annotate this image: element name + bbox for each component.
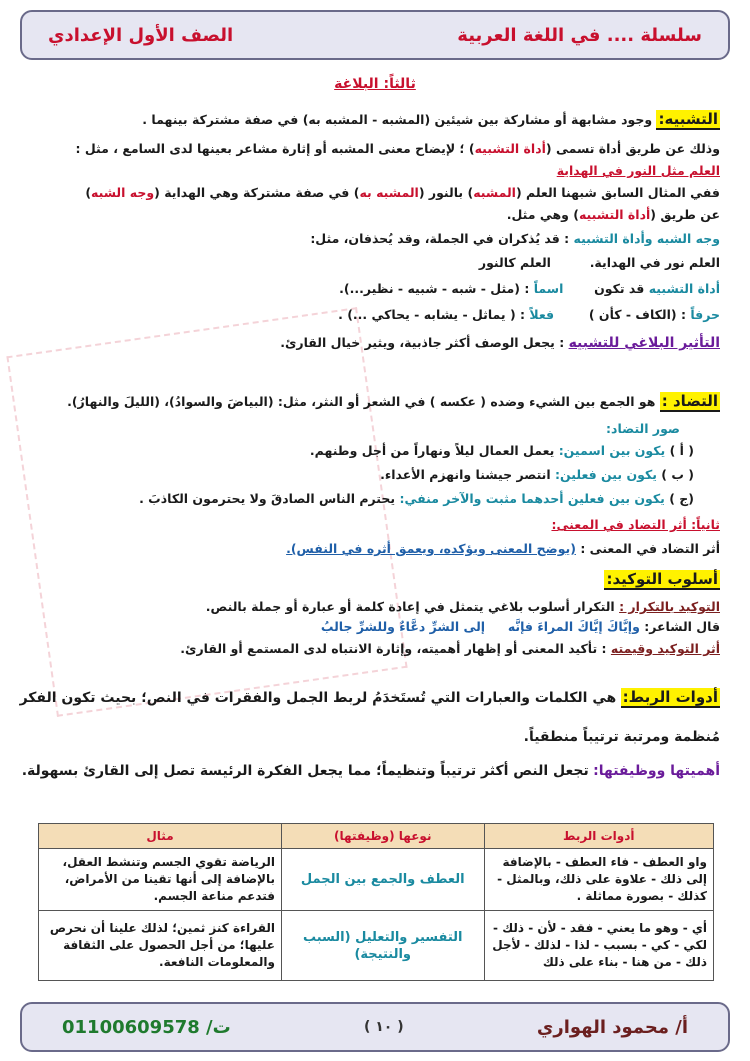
grade-label: الصف الأول الإعدادي bbox=[48, 24, 234, 46]
rabt-heading: أدوات الربط: bbox=[622, 688, 718, 706]
rabt-definition-2: مُنظمة ومرتبة ترتيباً منطقياً. bbox=[523, 729, 720, 745]
explain2-a: عن طريق ( bbox=[650, 207, 720, 222]
table-cell-tools: واو العطف - فاء العطف - بالإضافة إلى ذلك - علاوة على ذلك، وبالمثل - كذلك - بصورة مماثلة . bbox=[484, 849, 714, 911]
tashbeeh-effect-line bbox=[20, 334, 720, 352]
tawkeed-repeat-line bbox=[20, 598, 720, 616]
table-cell-example: الرياضة تقوي الجسم وتنشط العقل، بالإضافة إلى أنها تقينا من الأمراض، فتدعم مناعة الجسم. bbox=[39, 849, 282, 911]
rabt-importance-line bbox=[20, 762, 720, 780]
tawkeed-value-line bbox=[20, 640, 720, 658]
tadad-item-1 bbox=[20, 442, 694, 460]
tadad-item-1-marker: ( أ ) bbox=[669, 443, 694, 458]
tashbeeh-heading: التشبيه: bbox=[658, 110, 718, 128]
tawkeed-heading: أسلوب التوكيد: bbox=[606, 570, 718, 588]
tashbeeh-letter-verb-line bbox=[20, 306, 720, 324]
tadad-item-3-marker: (ج ) bbox=[669, 491, 694, 506]
tadad-definition: هو الجمع بين الشيء وضده ( عكسه ) في الشعر أو النثر، مثل: (البياضَ والسوادُ)، (الليلَ والنهارُ). bbox=[67, 394, 656, 409]
omit-text: : قد يُذكران في الجملة، وقد يُحذفان، مثل: bbox=[310, 231, 570, 246]
rabt-definition-line bbox=[20, 688, 720, 707]
tool-label: أداة التشبيه bbox=[648, 281, 720, 296]
omit-label: وجه الشبه وأداة التشبيه bbox=[573, 231, 720, 246]
tawkeed-poet-line bbox=[20, 618, 720, 636]
page-number: ( ١٠ ) bbox=[363, 1019, 404, 1035]
rabt-importance-text: تجعل النص أكثر ترتيباً وتنظيماً؛ مما يجعل الفكرة الرئيسة تصل إلى القارئ بسهولة. bbox=[21, 763, 589, 779]
tashbeeh-definition-line bbox=[20, 110, 720, 129]
section-title: ثالثاً: البلاغة bbox=[334, 76, 416, 92]
table-header-type: نوعها (وظيفتها) bbox=[282, 824, 485, 849]
tadad-item-2 bbox=[20, 466, 694, 484]
table-cell-example: القراءة كنز ثمين؛ لذلك علينا أن نحرص عليها؛ من أجل الحصول على الثقافة والمعلومات النافعة. bbox=[39, 911, 282, 981]
tashbeeh-line2-tool: أداة التشبيه bbox=[474, 141, 546, 156]
table-cell-type: العطف والجمع بين الجمل bbox=[282, 849, 485, 911]
tashbeeh-definition: وجود مشابهة أو مشاركة بين شيئين (المشبه - المشبه به) في صفة مشتركة بينهما . bbox=[142, 112, 653, 127]
page-footer bbox=[20, 1002, 730, 1052]
tawkeed-repeat-text: التكرار أسلوب بلاغي يتمثل في إعادة كلمة أو عبارة أو جملة بالنص. bbox=[205, 599, 615, 614]
tashbeeh-line2-a: وذلك عن طريق أداة تسمى ( bbox=[545, 141, 720, 156]
tashbeeh-example-title: العلم مثل النور في الهداية bbox=[556, 163, 720, 178]
tadad-item-3 bbox=[20, 490, 694, 508]
explain-mushabbah: المشبه bbox=[473, 185, 516, 200]
omit-example-1: العلم نور في الهداية. bbox=[589, 255, 720, 270]
table-row bbox=[39, 911, 714, 981]
noun-label: اسماً bbox=[533, 281, 564, 296]
rabt-importance-label: أهميتها ووظيفتها: bbox=[593, 763, 720, 779]
tadad-item-3-text: يحترم الناس الصادقَ ولا يحترمون الكاذبَ . bbox=[139, 491, 396, 506]
tadad-definition-line bbox=[20, 392, 720, 411]
explain-c: ) في صفة مشتركة وهي الهداية ( bbox=[154, 185, 360, 200]
series-title: سلسلة .... في اللغة العربية bbox=[457, 24, 702, 46]
explain-wajh: وجه الشبه bbox=[91, 185, 155, 200]
table-header-row bbox=[39, 824, 714, 849]
tadad-effect-line bbox=[20, 540, 720, 558]
tawkeed-poet-line1: وإيَّاكَ إيَّاكَ المراءَ فإنَّه bbox=[507, 619, 640, 634]
tawkeed-value-label: أثر التوكيد وقيمته bbox=[610, 641, 720, 656]
tawkeed-repeat-label: التوكيد بالتكرار : bbox=[619, 599, 720, 614]
table-cell-type: التفسير والتعليل (السبب والنتيجة) bbox=[282, 911, 485, 981]
tadad-effect-label: أثر التضاد في المعنى : bbox=[580, 541, 720, 556]
author-name: أ/ محمود الهواري bbox=[536, 1016, 688, 1038]
tadad-item-3-label: يكون بين فعلين أحدهما مثبت والآخر منفي: bbox=[399, 491, 665, 506]
tadad-effect-title: ثانياً: أثر التضاد في المعنى: bbox=[551, 517, 720, 532]
tawkeed-poet-line2: إلى الشرِّ دعَّاءٌ وللشرِّ جالبُ bbox=[320, 619, 486, 634]
table-header-example: مثال bbox=[39, 824, 282, 849]
phone-number: ت/ 01100609578 bbox=[62, 1016, 231, 1038]
noun-examples: : (مثل - شبه - شبيه - نظير...). bbox=[339, 281, 530, 296]
connectors-table bbox=[38, 823, 714, 981]
explain2-tool: أداة التشبيه bbox=[578, 207, 651, 222]
table-header-tools: أدوات الربط bbox=[484, 824, 714, 849]
tawkeed-heading-line bbox=[20, 570, 720, 589]
tashbeeh-effect-text: : يجعل الوصف أكثر جاذبية، ويثير خيال القارئ. bbox=[280, 335, 565, 350]
tadad-item-1-text: يعمل العمال ليلاً ونهاراً من أجل وطنهم. bbox=[309, 443, 555, 458]
tadad-effect-text: (يوضح المعنى ويؤكده، ويعمق أثره في النفس). bbox=[286, 541, 576, 556]
tashbeeh-omit-line bbox=[20, 230, 720, 248]
verb-examples: : ( يماثل - يشابه - يحاكي ...) . bbox=[338, 307, 526, 322]
explain-b: ) بالنور ( bbox=[418, 185, 474, 200]
page-header bbox=[20, 10, 730, 60]
rabt-definition-1: هي الكلمات والعبارات التي تُستَخدَمُ لربط الجمل والفقرات في النص؛ بحيث تكون الفكر bbox=[19, 690, 617, 706]
tashbeeh-effect-label: التأثير البلاغي للتشبيه bbox=[568, 335, 720, 351]
tool-text: قد تكون bbox=[594, 281, 645, 296]
tashbeeh-explain2-line bbox=[20, 206, 720, 224]
tadad-item-1-label: يكون بين اسمين: bbox=[558, 443, 666, 458]
verb-label: فعلاً bbox=[529, 307, 555, 322]
tadad-item-2-marker: ( ب ) bbox=[661, 467, 694, 482]
explain-a: ففي المثال السابق شبهنا العلم ( bbox=[515, 185, 720, 200]
explain-d: ) bbox=[85, 185, 92, 200]
tashbeeh-line2 bbox=[20, 140, 720, 158]
tawkeed-poet-label: قال الشاعر: bbox=[644, 619, 720, 634]
tadad-forms-title: صور التضاد: bbox=[606, 421, 680, 436]
tashbeeh-explain-line bbox=[20, 184, 720, 202]
explain-mushabbah-bih: المشبه به bbox=[359, 185, 419, 200]
tashbeeh-omit-examples bbox=[20, 254, 720, 272]
tadad-item-2-label: يكون بين فعلين: bbox=[555, 467, 657, 482]
tadad-item-2-text: انتصر جيشنا وانهزم الأعداء. bbox=[380, 467, 551, 482]
tawkeed-value-text: : تأكيد المعنى أو إظهار أهميته، وإثارة الانتباه لدى المستمع أو القارئ. bbox=[180, 641, 607, 656]
tashbeeh-line2-b: ) ؛ لإيضاح معنى المشبه أو إثارة مشاعر بعينها لدى السامع ، مثل : bbox=[75, 141, 475, 156]
omit-example-2: العلم كالنور bbox=[478, 255, 551, 270]
table-cell-tools: أي - وهو ما يعني - فقد - لأن - ذلك - لكي - كي - بسبب - لذا - لذلك - لأجل ذلك - من هنا - بناء على ذلك bbox=[484, 911, 714, 981]
tashbeeh-tool-line bbox=[20, 280, 720, 298]
tadad-heading: التضاد : bbox=[661, 392, 718, 410]
letter-label: حرفاً bbox=[690, 307, 720, 322]
table-row bbox=[39, 849, 714, 911]
explain2-b: ) وهي مثل. bbox=[506, 207, 579, 222]
letter-examples: : (الكاف - كأن ) bbox=[588, 307, 686, 322]
